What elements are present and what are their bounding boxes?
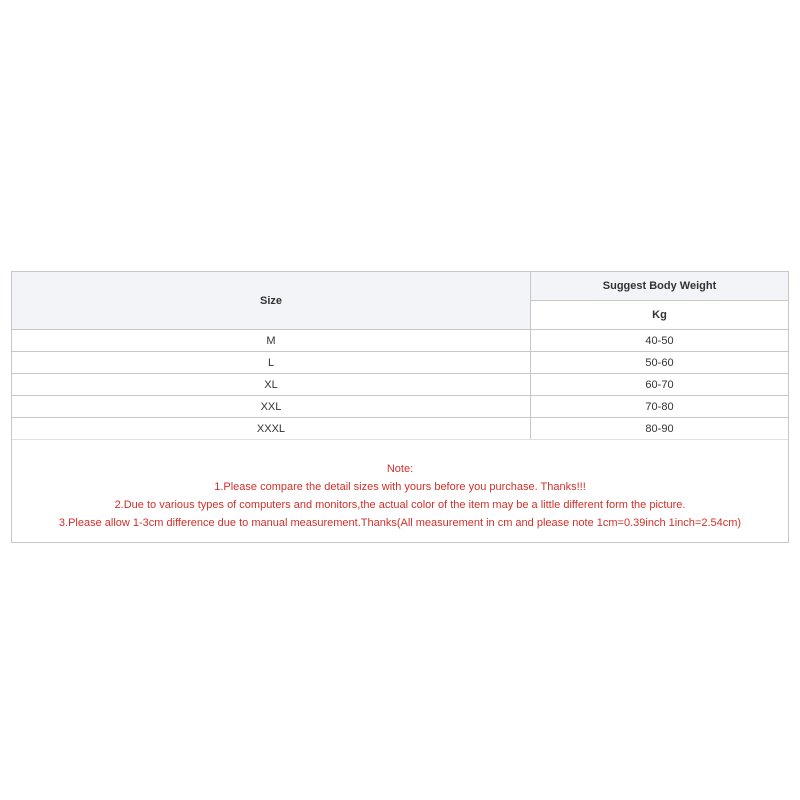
note-line-1: 1.Please compare the detail sizes with yours before you purchase. Thanks!!! xyxy=(214,481,586,493)
weight-cell: 50-60 xyxy=(531,352,789,374)
size-table xyxy=(12,272,788,440)
size-cell: M xyxy=(12,330,531,352)
table-row xyxy=(12,396,788,418)
table-row xyxy=(12,330,788,352)
size-cell: XL xyxy=(12,374,531,396)
table-row xyxy=(12,374,788,396)
weight-cell: 80-90 xyxy=(531,418,789,440)
table-row xyxy=(12,352,788,374)
size-column-header: Size xyxy=(12,272,531,330)
weight-column-header: Suggest Body Weight xyxy=(531,272,789,301)
size-cell: XXL xyxy=(12,396,531,418)
weight-cell: 60-70 xyxy=(531,374,789,396)
size-chart xyxy=(11,271,789,543)
note-line-3: 3.Please allow 1-3cm difference due to manual measurement.Thanks(All measurement in cm and please note 1cm=0.39inch 1inch=2.54cm) xyxy=(58,517,742,529)
table-row xyxy=(12,418,788,440)
table-header-row xyxy=(12,272,788,301)
size-cell: L xyxy=(12,352,531,374)
unit-header: Kg xyxy=(531,301,789,330)
weight-cell: 40-50 xyxy=(531,330,789,352)
note-line-2: 2.Due to various types of computers and monitors,the actual color of the item may be a little different form the picture. xyxy=(114,499,686,511)
weight-cell: 70-80 xyxy=(531,396,789,418)
notes-title: Note: xyxy=(386,463,414,475)
size-cell: XXXL xyxy=(12,418,531,440)
notes-section xyxy=(12,440,788,542)
